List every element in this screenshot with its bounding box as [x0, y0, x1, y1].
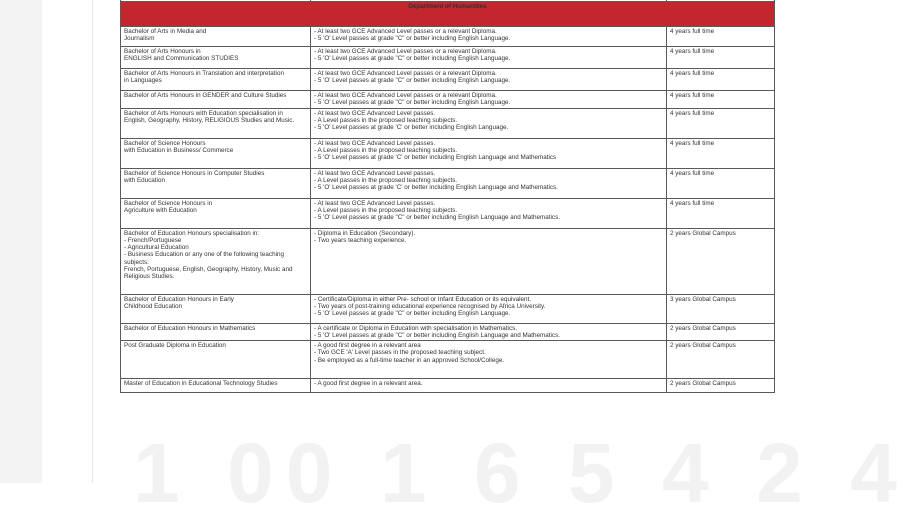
programme-cell: [121, 379, 311, 393]
watermark: 1 00 1 6 5 4 2 4: [133, 426, 909, 520]
requirement-item: - A Level passes in the proposed teaching subjects.: [314, 207, 663, 214]
programme-line: Journalism: [124, 35, 155, 43]
requirement-item: - 5 'O' Level passes at grade "C" or better including English Language.: [314, 99, 663, 106]
requirement-item: - A Level passes in the proposed teaching subjects.: [314, 177, 663, 184]
requirement-item: - At least two GCE Advanced Level passes.: [314, 110, 663, 117]
requirement-item: - Be employed as a full-time teacher in an approved School/College.: [314, 357, 663, 364]
table-row: [121, 323, 775, 341]
requirement-item: - At least two GCE Advanced Level passes.: [314, 200, 663, 207]
requirement-item: - 5 'O' Level passes at grade "C" or better including English Language.: [314, 310, 663, 317]
duration-cell: 2 years Global Campus: [667, 379, 775, 393]
programme-line: Master of Education in Educational Technology Studies: [124, 380, 278, 388]
requirement-item: - At least two GCE Advanced Level passes or a relevant Diploma.: [314, 92, 663, 99]
requirement-item: - A good first degree in a relevant area: [314, 342, 663, 349]
programme-line: French, Portuguese, English, Geography, History, Music and: [124, 266, 293, 274]
duration-cell: 2 years Global Campus: [667, 341, 775, 379]
programme-line: Bachelor of Education Honours in Mathematics: [124, 324, 256, 332]
duration-cell: 4 years full time: [667, 27, 775, 47]
programme-cell: [121, 168, 311, 198]
requirement-item: - 5 'O' Level passes at grade "C" or better including English Language.: [314, 77, 663, 84]
programme-line: with Education: [124, 176, 165, 184]
programme-line: English, Geography, History, RELIGIOUS Studies and Music.: [124, 116, 295, 124]
requirements-cell: [311, 323, 667, 341]
viewer-left-margin: [0, 0, 42, 483]
programme-cell: [121, 69, 311, 91]
table-row: [121, 27, 775, 47]
requirement-item: - A Level passes in the proposed teaching subjects.: [314, 147, 663, 154]
requirement-item: - Two GCE 'A' Level passes in the proposed teaching subject.: [314, 349, 663, 356]
requirement-item: - At least two GCE Advanced Level passes.: [314, 170, 663, 177]
programme-line: Bachelor of Science Honours in: [124, 199, 213, 207]
programme-line: Bachelor of Education Honours in Early: [124, 295, 234, 303]
requirement-item: - At least two GCE Advanced Level passes or a relevant Diploma.: [314, 70, 663, 77]
programme-line: Agriculture with Education: [124, 206, 197, 214]
programme-line: Bachelor of Education Honours specialisation in:: [124, 229, 260, 237]
requirement-item: - 5 'O' Level passes at grade "C" or better including English Language and Mathematics.: [314, 214, 663, 221]
duration-cell: 3 years Global Campus: [667, 294, 775, 323]
requirement-item: - At least two GCE Advanced Level passes.: [314, 140, 663, 147]
requirement-item: - 5 'O' Level passes at grade 'C' or better including English Language and Mathematics.: [314, 184, 663, 191]
duration-cell: 4 years full time: [667, 138, 775, 168]
programme-cell: [121, 47, 311, 69]
requirements-cell: [311, 294, 667, 323]
table-row: [121, 138, 775, 168]
requirement-item: - 5 'O' Level passes at grade "C" or better including English Language.: [314, 35, 663, 42]
requirements-cell: [311, 27, 667, 47]
table-row: [121, 294, 775, 323]
requirement-item: - At least two GCE Advanced Level passes or a relevant Diploma.: [314, 48, 663, 55]
requirements-cell: [311, 69, 667, 91]
programme-line: Post Graduate Diploma in Education: [124, 342, 226, 350]
requirement-item: - 5 'O' Level passes at grade 'C' or better including English Language and Mathematics: [314, 154, 663, 161]
programme-line: Bachelor of Arts in Media and: [124, 28, 207, 35]
requirement-item: - 5 'O' Level passes at grade "C" or better including English Language.: [314, 55, 663, 62]
requirements-cell: [311, 379, 667, 393]
programme-line: in Languages: [124, 77, 162, 85]
requirements-cell: [311, 341, 667, 379]
requirements-cell: [311, 91, 667, 109]
requirements-cell: [311, 47, 667, 69]
duration-cell: 4 years full time: [667, 91, 775, 109]
programme-line: Bachelor of Science Honours: [124, 139, 206, 147]
requirements-cell: [311, 228, 667, 294]
duration-cell: 4 years full time: [667, 198, 775, 228]
requirement-item: - Two years of post-training educational experience recognised by Africa University.: [314, 303, 663, 310]
table-row: [121, 168, 775, 198]
programme-line: - Agricultural Education: [124, 244, 189, 252]
programme-line: with Education in Business/ Commerce: [124, 146, 234, 154]
table-row: [121, 228, 775, 294]
programme-cell: [121, 198, 311, 228]
requirement-item: - 5 'O' Level passes at grade 'C' or better including English Language.: [314, 124, 663, 131]
department-header-row: [121, 2, 775, 27]
programme-line: subjects:: [124, 258, 149, 266]
requirement-item: - Certificate/Diploma in either Pre- school or Infant Education or its equivalent.: [314, 296, 663, 303]
programme-line: ENGLISH and Communication STUDIES: [124, 55, 239, 63]
table-row: [121, 69, 775, 91]
programme-cell: [121, 323, 311, 341]
duration-cell: 4 years full time: [667, 47, 775, 69]
requirements-cell: [311, 198, 667, 228]
programmes-table: [120, 0, 775, 393]
requirement-item: - A certificate or Diploma in Education with specialisation in Mathematics.: [314, 325, 663, 332]
requirement-item: - A good first degree in a relevant area.: [314, 380, 663, 387]
requirement-item: - Two years teaching experience.: [314, 237, 663, 244]
requirement-item: - Diploma in Education (Secondary).: [314, 230, 663, 237]
requirements-cell: [311, 138, 667, 168]
programme-cell: [121, 108, 311, 138]
requirements-cell: [311, 108, 667, 138]
programme-line: Childhood Education: [124, 302, 183, 310]
department-title: Department of Humanities: [121, 2, 775, 27]
duration-cell: 4 years full time: [667, 168, 775, 198]
programme-line: Bachelor of Arts Honours with Education specialisation in: [124, 109, 283, 117]
table-row: [121, 108, 775, 138]
programme-cell: [121, 27, 311, 47]
programme-cell: [121, 138, 311, 168]
programme-line: Bachelor of Arts Honours in: [124, 48, 201, 55]
programme-line: Religious Studies.: [124, 273, 175, 281]
programme-line: Bachelor of Arts Honours in Translation and interpretation: [124, 70, 284, 77]
table-row: [121, 47, 775, 69]
requirement-item: - 5 'O' Level passes at grade "C" or better including English Language and Mathematics.: [314, 332, 663, 339]
duration-cell: 2 years Global Campus: [667, 323, 775, 341]
programme-cell: [121, 91, 311, 109]
programme-line: Bachelor of Science Honours in Computer Studies: [124, 169, 265, 177]
table-row: [121, 91, 775, 109]
table-row: [121, 341, 775, 379]
requirement-item: - At least two GCE Advanced Level passes or a relevant Diploma.: [314, 28, 663, 35]
duration-cell: 4 years full time: [667, 108, 775, 138]
duration-cell: 2 years Global Campus: [667, 228, 775, 294]
duration-cell: 4 years full time: [667, 69, 775, 91]
table-row: [121, 198, 775, 228]
requirement-item: - A Level passes in the proposed teaching subjects.: [314, 117, 663, 124]
programme-cell: [121, 294, 311, 323]
programme-line: Bachelor of Arts Honours in GENDER and Culture Studies: [124, 92, 287, 99]
table-row: [121, 379, 775, 393]
programme-cell: [121, 228, 311, 294]
programme-line: - Business Education or any one of the following teaching: [124, 251, 284, 259]
programme-line: - French/Portuguese: [124, 236, 182, 244]
programme-cell: [121, 341, 311, 379]
requirements-cell: [311, 168, 667, 198]
